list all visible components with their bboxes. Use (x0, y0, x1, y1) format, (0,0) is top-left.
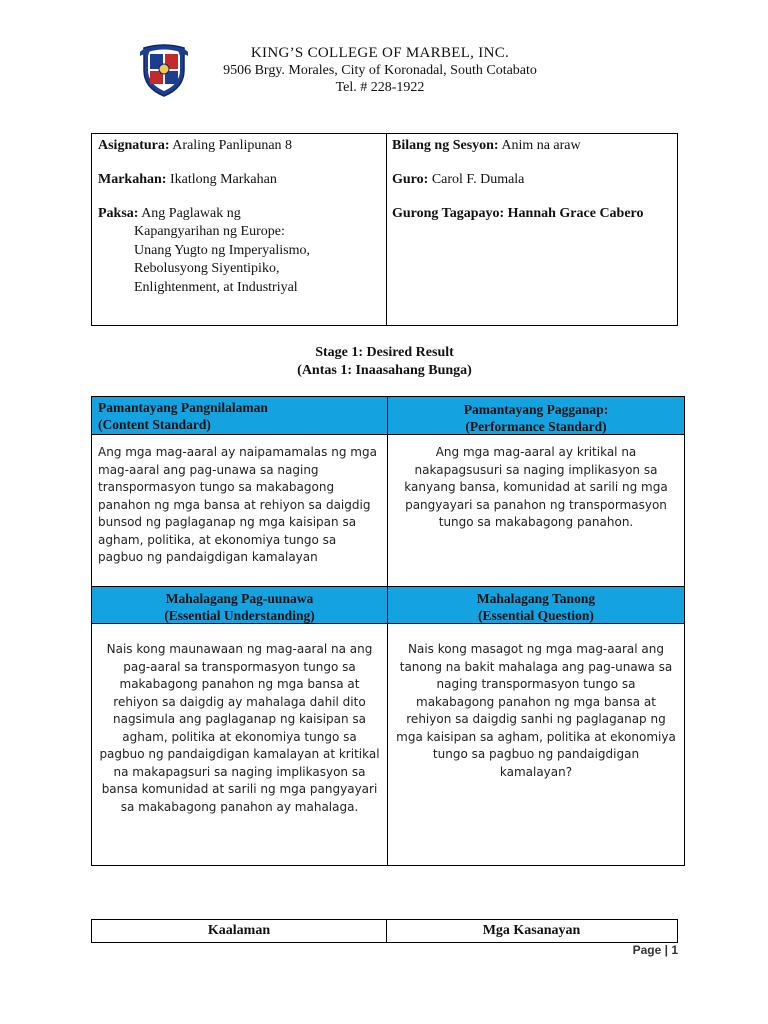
text-line: panahon ng mga bansa at rehiyon sa daigdig (98, 497, 371, 512)
content-standard-cell (91, 434, 388, 587)
school-telephone: Tel. # 228-1922 (335, 80, 425, 95)
text-line: pag-aaral sa transpormasyon tungo sa (123, 659, 356, 674)
text-line: sa makabagong panahon ay mahalaga. (120, 799, 359, 814)
paksa-line: Kapangyarihan ng Europe: (134, 224, 285, 239)
asignatura-label: Asignatura: (98, 138, 170, 153)
asignatura-value: Araling Panlipunan 8 (172, 138, 293, 153)
text-line: makabagong panahon ng mga bansa at (416, 694, 656, 709)
kaalaman-header: Kaalaman (92, 920, 387, 942)
paksa-continuation (134, 223, 310, 297)
lesson-info-left (92, 134, 387, 325)
stage-heading: Stage 1: Desired Result (315, 345, 454, 360)
text-line: rehiyon sa daigdig ay mahalaga dahil dito (113, 694, 366, 709)
guro-value: Carol F. Dumala (431, 172, 525, 187)
page-number: Page | 1 (632, 943, 678, 957)
essential-question-cell (387, 623, 685, 866)
text-line: naging transpormasyon tungo sa (436, 677, 636, 691)
text-line: makabagong panahon ng mga bansa at (119, 677, 360, 691)
school-header (200, 44, 560, 96)
text-line: rehiyon sa daigdig sanhi ng paglaganap ng (406, 712, 666, 726)
lesson-info-table (91, 133, 678, 326)
text-line: Nais kong masagot ng mga mag-aaral ang (408, 642, 664, 656)
sesyon-label: Bilang ng Sesyon: (392, 138, 499, 153)
essential-question-header (387, 586, 685, 624)
guro-row (392, 171, 524, 189)
text-line: transpormasyon tungo sa makabagong (98, 480, 335, 494)
text-line: bunsod ng paglaganap ng mga kaisipan sa (98, 515, 357, 529)
text-line: tungo sa makabagong panahon. (438, 515, 634, 529)
header-line: Mahalagang Tanong (476, 591, 596, 606)
stage-subheading: (Antas 1: Inaasahang Bunga) (297, 363, 472, 378)
guro-label: Guro: (392, 172, 429, 187)
performance-standard-header (387, 396, 685, 435)
paksa-line: Rebolusyong Siyentipiko, (134, 261, 280, 276)
paksa-line: Enlightenment, at Industriyal (134, 279, 298, 295)
stage-title (91, 344, 678, 380)
text-line: pangyayari sa panahon ng transpormasyon (405, 497, 667, 512)
header-line: (Essential Understanding) (164, 608, 315, 623)
header-line: (Essential Question) (478, 608, 594, 623)
text-line: bansa komunidad at sarili ng mga pangyayari (101, 782, 378, 796)
asignatura-row (98, 137, 292, 155)
paksa-row (98, 205, 241, 223)
sesyon-row (392, 137, 581, 155)
header-line: (Content Standard) (98, 417, 211, 432)
markahan-value: Ikatlong Markahan (169, 172, 277, 187)
school-logo (140, 42, 188, 98)
paksa-line: Ang Paglawak ng (141, 206, 241, 221)
lesson-info-right (386, 134, 677, 325)
header-line: Mahalagang Pag-uunawa (165, 591, 314, 606)
sesyon-value: Anim na araw (501, 138, 581, 153)
header-line: (Performance Standard) (465, 419, 607, 434)
text-line: mga kaisipan sa agham, politika at ekonomiya (396, 729, 676, 744)
header-line: Pamantayang Pangnilalaman (98, 400, 268, 415)
tagapayo-row (392, 205, 644, 223)
essential-understanding-header (91, 586, 388, 624)
paksa-line: Unang Yugto ng Imperyalismo, (134, 242, 311, 258)
text-line: mag-aaral ang pag-unawa sa naging (98, 462, 319, 477)
essential-understanding-cell (91, 623, 388, 866)
text-line: nagsimula ang paglaganap ng kaisipan sa (112, 712, 367, 726)
knowledge-skills-table (91, 919, 678, 943)
tagapayo-label: Gurong Tagapayo: (392, 206, 505, 221)
header-line: Pamantayang Pagganap: (463, 402, 609, 417)
text-line: Nais kong maunawaan ng mag-aaral na ang (106, 642, 373, 656)
text-line: tungo sa pagbuo ng pandaigdigan (432, 747, 640, 761)
standards-table (91, 396, 685, 866)
text-line: agham, politika, at ekonomiya tungo sa (98, 532, 337, 547)
content-standard-header (91, 396, 388, 435)
markahan-label: Markahan: (98, 172, 167, 187)
school-name: KING’S COLLEGE OF MARBEL, INC. (250, 45, 510, 61)
text-line: agham, politika at ekonomiya tungo sa (122, 729, 357, 744)
text-line: pagbuo ng pandaigdigan kamalayan at kritikal (99, 747, 380, 761)
text-line: Ang mga mag-aaral ay naipamamalas ng mga (98, 445, 377, 459)
text-line: kamalayan? (499, 764, 573, 779)
text-line: tanong na bakit mahalaga ang pag-unawa sa (399, 659, 673, 674)
paksa-label: Paksa: (98, 206, 139, 221)
tagapayo-value: Hannah Grace Cabero (507, 206, 644, 221)
school-address: 9506 Brgy. Morales, City of Koronadal, South Cotabato (223, 63, 537, 78)
text-line: nakapagsusuri sa naging implikasyon sa (414, 462, 658, 477)
performance-standard-cell (387, 434, 685, 587)
text-line: pagbuo ng pandaigdigan kamalayan (98, 550, 318, 564)
text-line: na makapagsuri sa naging implikasyon sa (113, 764, 366, 779)
markahan-row (98, 171, 277, 189)
text-line: Ang mga mag-aaral ay kritikal na (435, 445, 637, 459)
text-line: kanyang bansa, komunidad at sarili ng mga (404, 480, 668, 494)
kasanayan-header: Mga Kasanayan (482, 923, 581, 938)
